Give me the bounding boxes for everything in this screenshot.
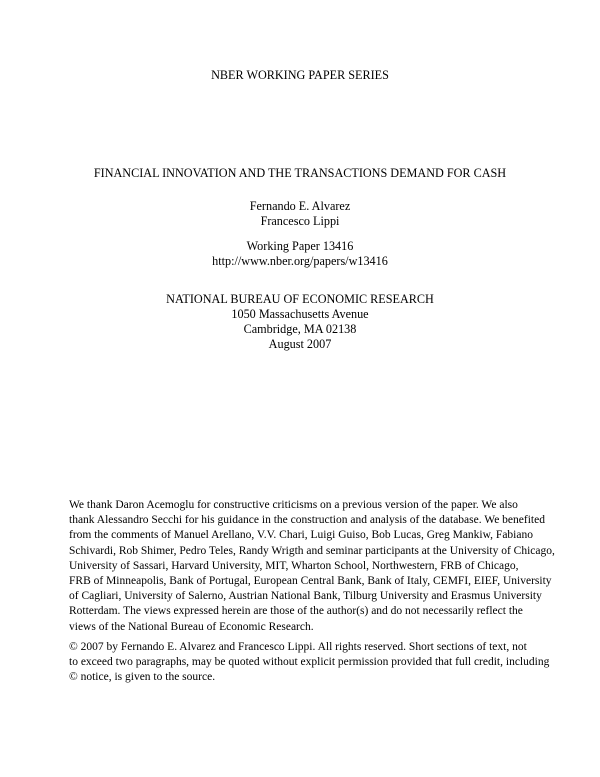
- author-name: Fernando E. Alvarez: [249, 199, 351, 213]
- paper-url: http://www.nber.org/papers/w13416: [212, 254, 388, 268]
- copyright-line: to exceed two paragraphs, may be quoted without explicit permission provided that full credit, including: [69, 656, 550, 669]
- acknowledgments-paragraph: [69, 498, 555, 635]
- organization-street: 1050 Massachusetts Avenue: [231, 307, 369, 321]
- series-heading: NBER WORKING PAPER SERIES: [211, 68, 389, 82]
- paper-title: FINANCIAL INNOVATION AND THE TRANSACTIONS DEMAND FOR CASH: [93, 166, 507, 180]
- acknowledgments-line: from the comments of Manuel Arellano, V.V. Chari, Luigi Guiso, Bob Lucas, Greg Mankiw, Fabiano: [69, 529, 533, 542]
- copyright-line: © notice, is given to the source.: [69, 671, 216, 684]
- working-paper-number: Working Paper 13416: [246, 239, 354, 253]
- organization-city: Cambridge, MA 02138: [243, 322, 357, 336]
- acknowledgments-line: views of the National Bureau of Economic Research.: [69, 620, 314, 633]
- acknowledgments-line: thank Alessandro Secchi for his guidance in the construction and analysis of the database. We benefited: [69, 514, 545, 527]
- acknowledgments-line: We thank Daron Acemoglu for constructive criticisms on a previous version of the paper. We also: [69, 499, 518, 511]
- author-name: Francesco Lippi: [260, 214, 340, 228]
- acknowledgments-line: FRB of Minneapolis, Bank of Portugal, European Central Bank, Bank of Italy, CEMFI, EIEF, University: [69, 575, 552, 588]
- publication-date: August 2007: [268, 337, 332, 351]
- acknowledgments-line: University of Sassari, Harvard University, MIT, Wharton School, Northwestern, FRB of Chicago,: [69, 559, 519, 572]
- acknowledgments-line: Schivardi, Rob Shimer, Pedro Teles, Randy Wrigth and seminar participants at the University of Chicago,: [69, 544, 555, 557]
- acknowledgments-line: of Cagliari, University of Salerno, Austrian National Bank, Tilburg University and Erasmus University: [69, 590, 542, 603]
- copyright-line: © 2007 by Fernando E. Alvarez and Francesco Lippi. All rights reserved. Short sections of text, not: [69, 641, 527, 653]
- acknowledgments-line: Rotterdam. The views expressed herein are those of the author(s) and do not necessarily reflect the: [69, 605, 523, 618]
- organization-name: NATIONAL BUREAU OF ECONOMIC RESEARCH: [166, 292, 434, 306]
- copyright-notice: [69, 640, 550, 686]
